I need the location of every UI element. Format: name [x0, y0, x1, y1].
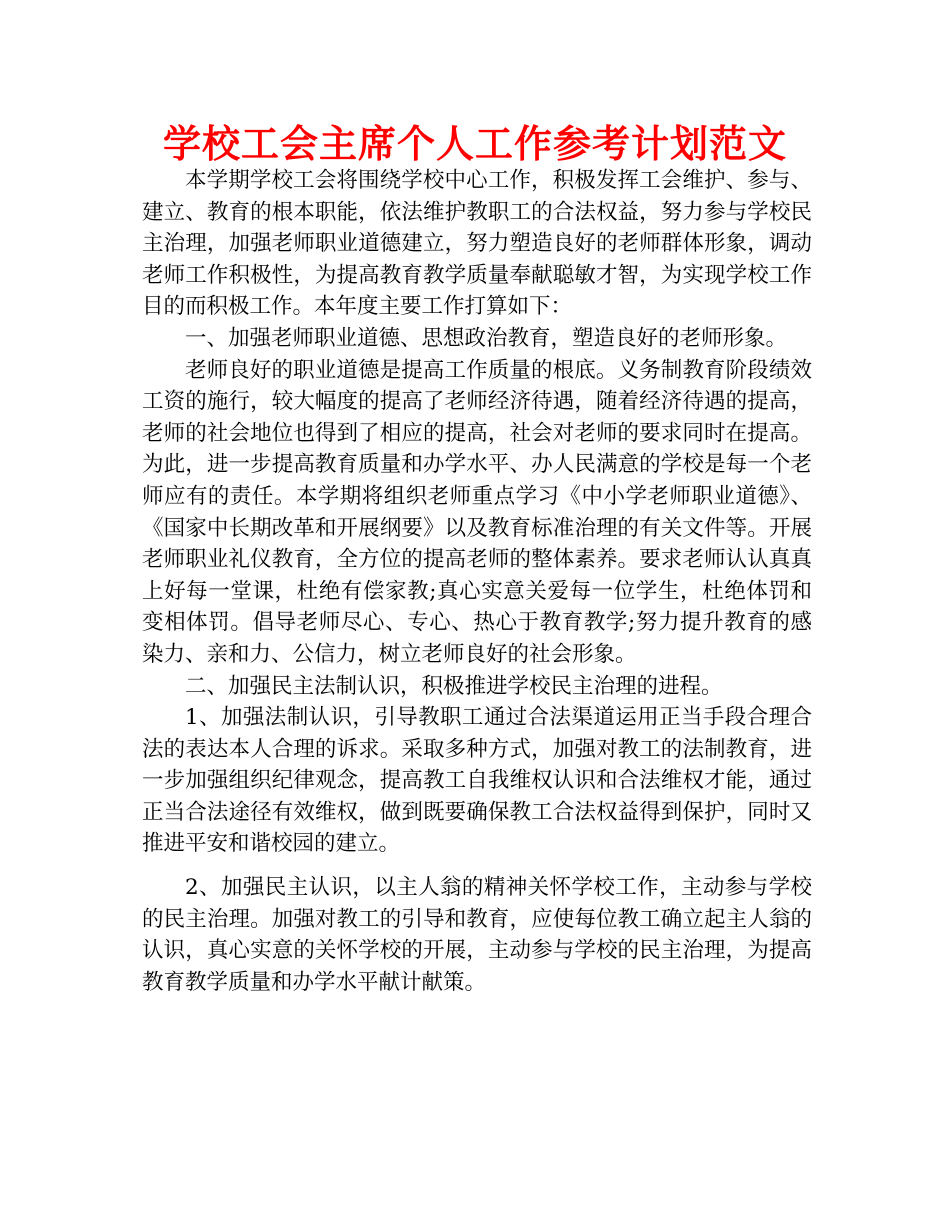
section-heading-1: 一、加强老师职业道德、思想政治教育，塑造良好的老师形象。 [185, 325, 788, 351]
paragraph-legal: 1、加强法制认识，引导教职工通过合法渠道运用正当手段合理合法的表达本人合理的诉求。采取多种方式，加强对教工的法制教育，进一步加强组织纪律观念，提高教工自我维权认识和合法维权才能，通过正当合法途径有效维权，做到既要确保教工合法权益得到保护，同时又推进平安和谐校园的建立。 [142, 705, 812, 857]
section-heading-2: 二、加强民主法制认识，积极推进学校民主治理的进程。 [185, 673, 723, 699]
document-body [142, 165, 812, 998]
paragraph-intro: 本学期学校工会将围绕学校中心工作，积极发挥工会维护、参与、建立、教育的根本职能，依法维护教职工的合法权益，努力参与学校民主治理，加强老师职业道德建立，努力塑造良好的老师群体形象，调动老师工作积极性，为提高教育教学质量奉献聪敏才智，为实现学校工作目的而积极工作。本年度主要工作打算如下： [142, 168, 812, 320]
document-title: 学校工会主席个人工作参考计划范文 [162, 121, 787, 166]
paragraph-democracy: 2、加强民主认识，以主人翁的精神关怀学校工作，主动参与学校的民主治理。加强对教工的引导和教育，应使每位教工确立起主人翁的认识，真心实意的关怀学校的开展，主动参与学校的民主治理，为提高教育教学质量和办学水平献计献策。 [142, 875, 812, 995]
paragraph-ethics: 老师良好的职业道德是提高工作质量的根底。义务制教育阶段绩效工资的施行，较大幅度的提高了老师经济待遇，随着经济待遇的提高，老师的社会地位也得到了相应的提高，社会对老师的要求同时在提高。为此，进一步提高教育质量和办学水平、办人民满意的学校是每一个老师应有的责任。本学期将组织老师重点学习《中小学老师职业道德》、《国家中长期改革和开展纲要》以及教育标准治理的有关文件等。开展老师职业礼仪教育，全方位的提高老师的整体素养。要求老师认认真真上好每一堂课，杜绝有偿家教;真心实意关爱每一位学生，杜绝体罚和变相体罚。倡导老师尽心、专心、热心于教育教学;努力提升教育的感染力、亲和力、公信力，树立老师良好的社会形象。 [142, 357, 812, 667]
